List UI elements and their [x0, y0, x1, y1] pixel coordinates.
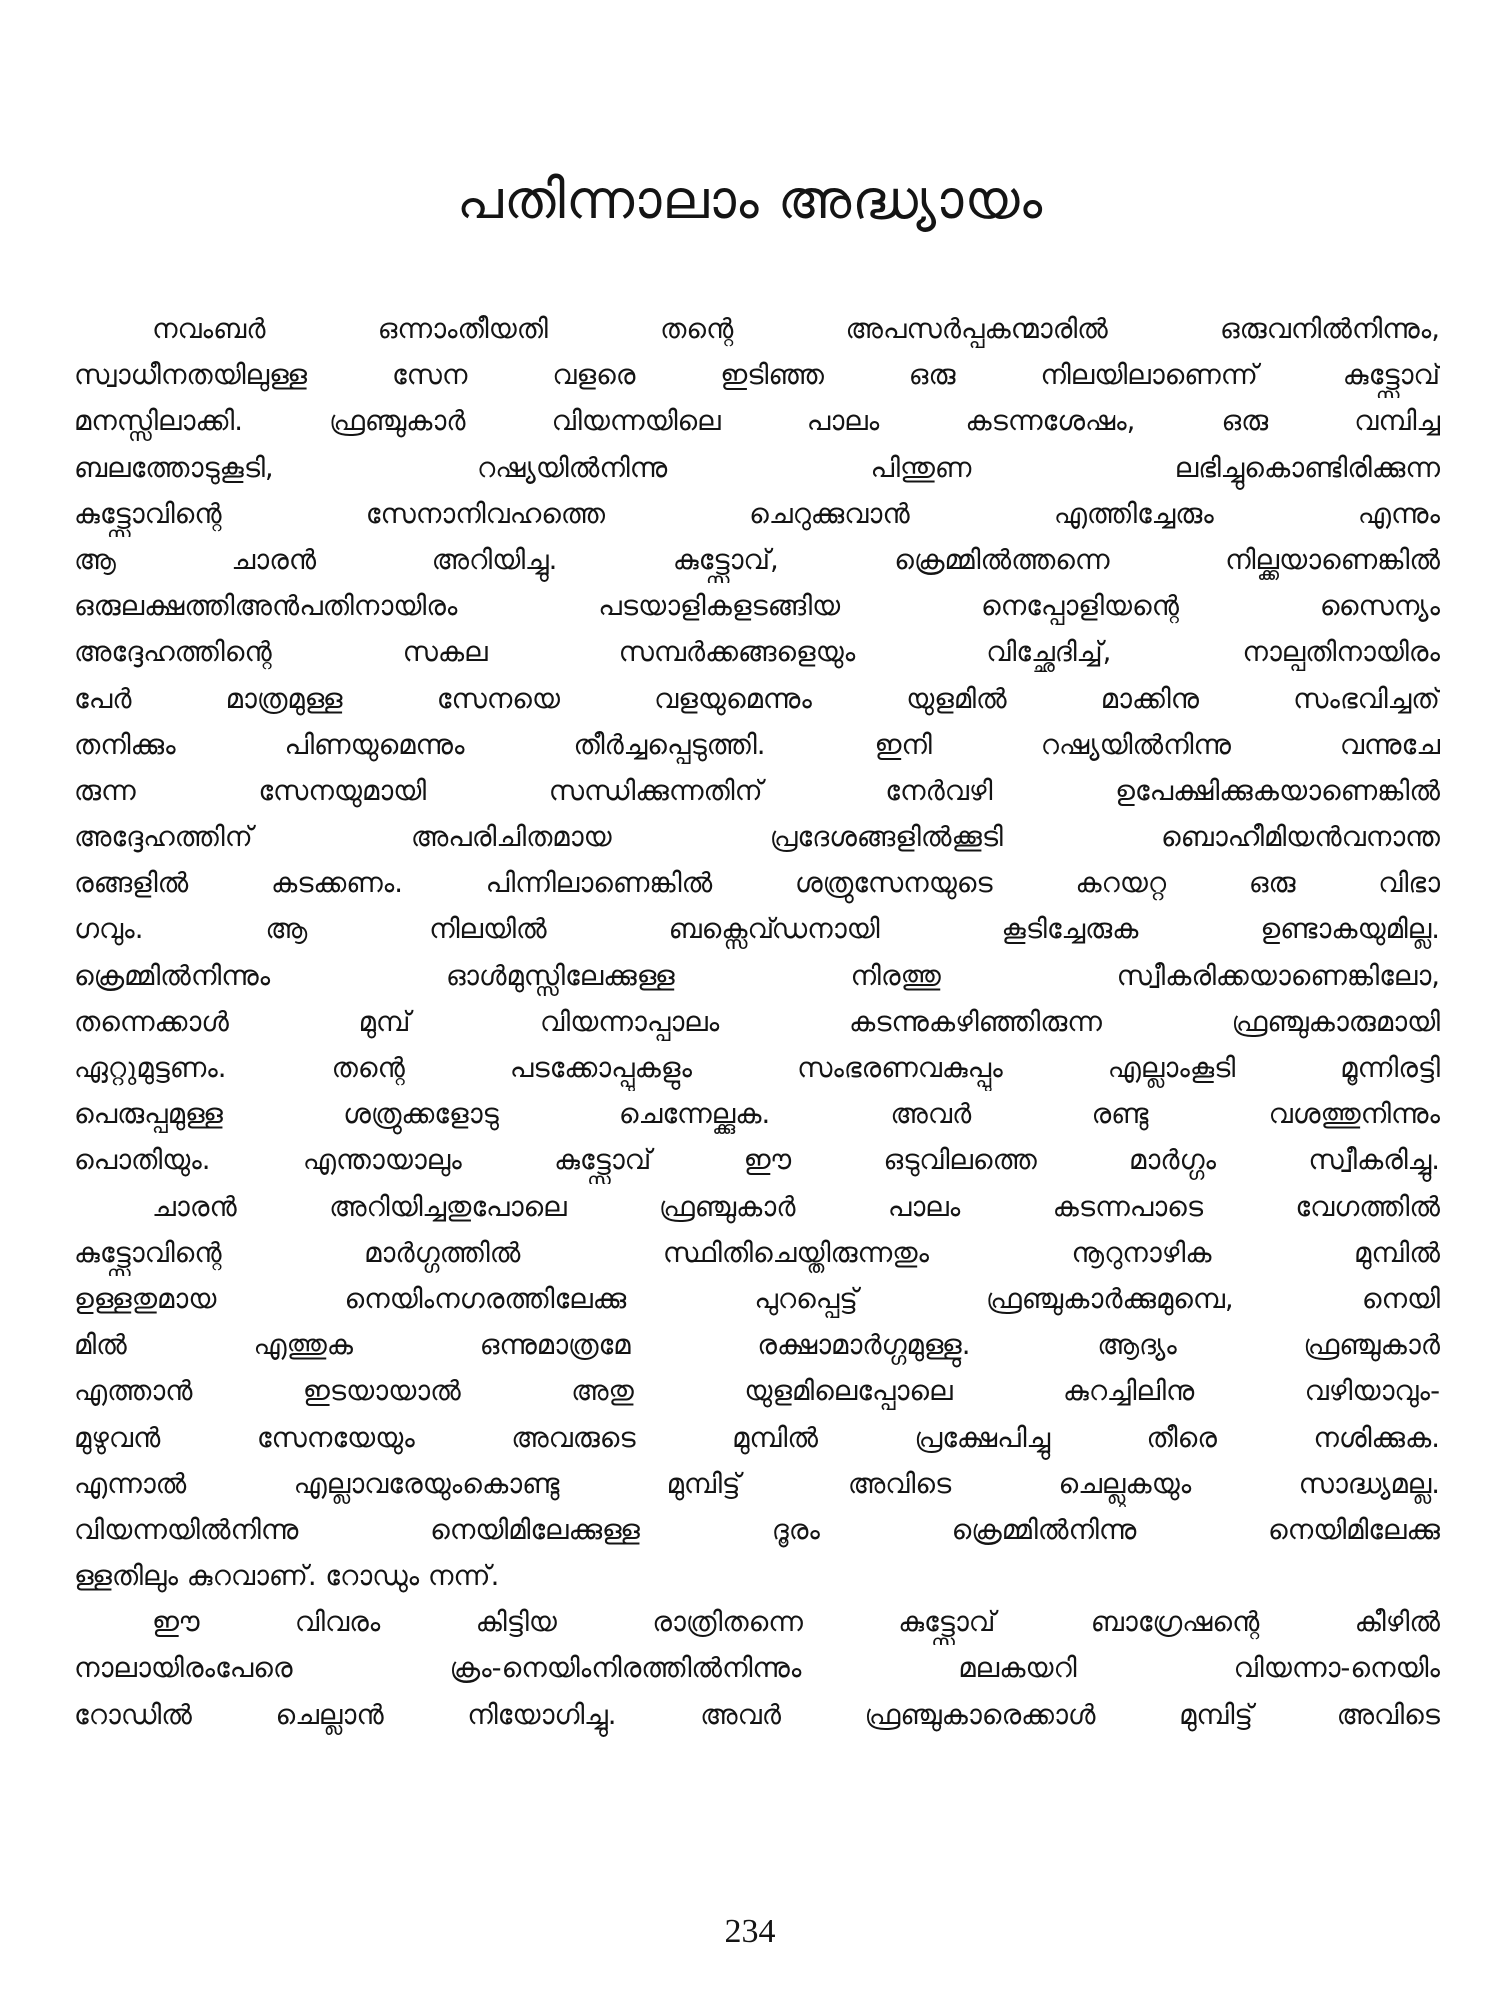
text-line: പേർ മാത്രമുള്ള സേനയെ വളയുമെന്നും യുളമിൽ മാക്കിനു സംഭവിച്ചത്: [74, 682, 1440, 715]
text-line: ഗവും. ആ നിലയിൽ ബക്സെവ്ഡനായി കൂടിച്ചേരുക ഉണ്ടാകയുമില്ല.: [74, 913, 1440, 946]
text-line: പെരുപ്പമുള്ള ശത്രുക്കളോടു ചെന്നേല്ക്കുക. അവർ രണ്ടു വശത്തുനിന്നും: [74, 1098, 1440, 1131]
text-line: നവംബർ ഒന്നാംതീയതി തന്റെ അപസർപ്പകന്മാരിൽ ഒരുവനിൽനിന്നും,: [152, 313, 1440, 345]
text-line: കുട്ട്സോവിന്റെ സേനാനിവഹത്തെ ചെറുക്കുവാൻ എത്തിച്ചേരും എന്നും: [74, 497, 1440, 530]
text-line: മനസ്സിലാക്കി. ഫ്രഞ്ചുകാർ വിയന്നയിലെ പാലം കടന്നശേഷം, ഒരു വമ്പിച്ച: [74, 405, 1440, 438]
text-line: നാലായിരംപേരെ ക്രം-നെയിംനിരത്തിൽനിന്നും മലകയറി വിയന്നാ-നെയിം: [74, 1652, 1440, 1685]
text-line: ചാരൻ അറിയിച്ചതുപോലെ ഫ്രഞ്ചുകാർ പാലം കടന്നപാടെ വേഗത്തിൽ: [152, 1190, 1440, 1223]
text-line: അദ്ദേഹത്തിന്റെ സകല സമ്പർക്കങ്ങളെയും വിച്ഛേദിച്ച്, നാല്പതിനായിരം: [74, 636, 1440, 669]
text-line: ഉള്ളതുമായ നെയിംനഗരത്തിലേക്കു പുറപ്പെട്ട് ഫ്രഞ്ചുകാർക്കുമുമ്പെ, നെയി: [74, 1282, 1440, 1315]
text-line: എന്നാൽ എല്ലാവരേയുംകൊണ്ടു മുമ്പിട്ട് അവിടെ ചെല്ലുകയും സാദ്ധ്യമല്ല.: [74, 1467, 1440, 1500]
text-line: ള്ളതിലും കുറവാണ്. റോഡും നന്ന്.: [74, 1560, 500, 1593]
text-line: കുട്ട്സോവിന്റെ മാർഗ്ഗത്തിൽ സ്ഥിതിചെയ്തിരുന്നതും നൂറുനാഴിക മുമ്പിൽ: [74, 1236, 1440, 1269]
text-line: ഈ വിവരം കിട്ടിയ രാത്രിതന്നെ കുട്ട്സോവ് ബാഗ്രേഷന്റെ കീഴിൽ: [152, 1606, 1440, 1639]
text-line: പൊതിയും. എന്തായാലും കുട്ട്സോവ് ഈ ഒടുവിലത്തെ മാർഗ്ഗം സ്വീകരിച്ചു.: [74, 1144, 1440, 1177]
text-line: സ്വാധീനതയിലുള്ള സേന വളരെ ഇടിഞ്ഞ ഒരു നിലയിലാണെന്ന് കുട്ട്സോവ്: [74, 359, 1440, 392]
text-line: ക്രെമ്മിൽനിന്നും ഓൾമുസ്സിലേക്കുള്ള നിരത്തു സ്വീകരിക്കയാണെങ്കിലോ,: [74, 959, 1440, 992]
text-line: ആ ചാരൻ അറിയിച്ചു. കുട്ട്സോവ്, ക്രെമ്മിൽത്തന്നെ നില്ക്കയാണെങ്കിൽ: [74, 543, 1440, 576]
text-line: ഏറ്റുമുട്ടണം. തന്റെ പടക്കോപ്പുകളും സംഭരണവകുപ്പും എല്ലാംകൂടി മൂന്നിരട്ടി: [74, 1052, 1440, 1084]
chapter-title: പതിന്നാലാം അദ്ധ്യായം: [456, 168, 1044, 231]
text-line: തന്നെക്കാൾ മുമ്പ് വിയന്നാപ്പാലം കടന്നുകഴിഞ്ഞിരുന്ന ഫ്രഞ്ചുകാരുമായി: [74, 1005, 1440, 1038]
text-line: ഒരുലക്ഷത്തിഅൻപതിനായിരം പടയാളികളടങ്ങിയ നെപ്പോളിയന്റെ സൈന്യം: [74, 590, 1440, 623]
text-line: രുന്ന സേനയുമായി സന്ധിക്കുന്നതിന് നേർവഴി ഉപേക്ഷിക്കുകയാണെങ്കിൽ: [74, 774, 1440, 807]
text-line: തനിക്കും പിണയുമെന്നും തീർച്ചപ്പെടുത്തി. ഇനി റഷ്യയിൽനിന്നു വന്നുചേ: [74, 728, 1440, 761]
text-line: മിൽ എത്തുക ഒന്നുമാത്രമേ രക്ഷാമാർഗ്ഗമുള്ളു. ആദ്യം ഫ്രഞ്ചുകാർ: [74, 1329, 1440, 1362]
text-line: വിയന്നയിൽനിന്നു നെയിമിലേക്കുള്ള ദൂരം ക്രെമ്മിൽനിന്നു നെയിമിലേക്കു: [74, 1513, 1440, 1546]
text-line: റോഡിൽ ചെല്ലാൻ നിയോഗിച്ചു. അവർ ഫ്രഞ്ചുകാരെക്കാൾ മുമ്പിട്ട് അവിടെ: [74, 1698, 1440, 1731]
text-line: അദ്ദേഹത്തിന് അപരിചിതമായ പ്രദേശങ്ങളിൽക്കൂടി ബൊഹീമിയൻവനാന്ത: [74, 821, 1440, 854]
page-number: 234: [724, 1913, 776, 1950]
text-line: എത്താൻ ഇടയായാൽ അതു യുളമിലെപ്പോലെ കുറച്ചിലിനു വഴിയാവും-: [74, 1375, 1440, 1408]
text-line: രങ്ങളിൽ കടക്കണം. പിന്നിലാണെങ്കിൽ ശത്രുസേനയുടെ കറയറ്റ ഒരു വിഭാ: [74, 867, 1440, 900]
body-text: [74, 306, 1440, 1738]
text-line: ബലത്തോടുകൂടി, റഷ്യയിൽനിന്നു പിന്തുണ ലഭിച്ചുകൊണ്ടിരിക്കുന്ന: [74, 451, 1440, 484]
text-line: മുഴുവൻ സേനയേയും അവരുടെ മുമ്പിൽ പ്രക്ഷേപിച്ചു തീരെ നശിക്കുക.: [74, 1421, 1440, 1454]
